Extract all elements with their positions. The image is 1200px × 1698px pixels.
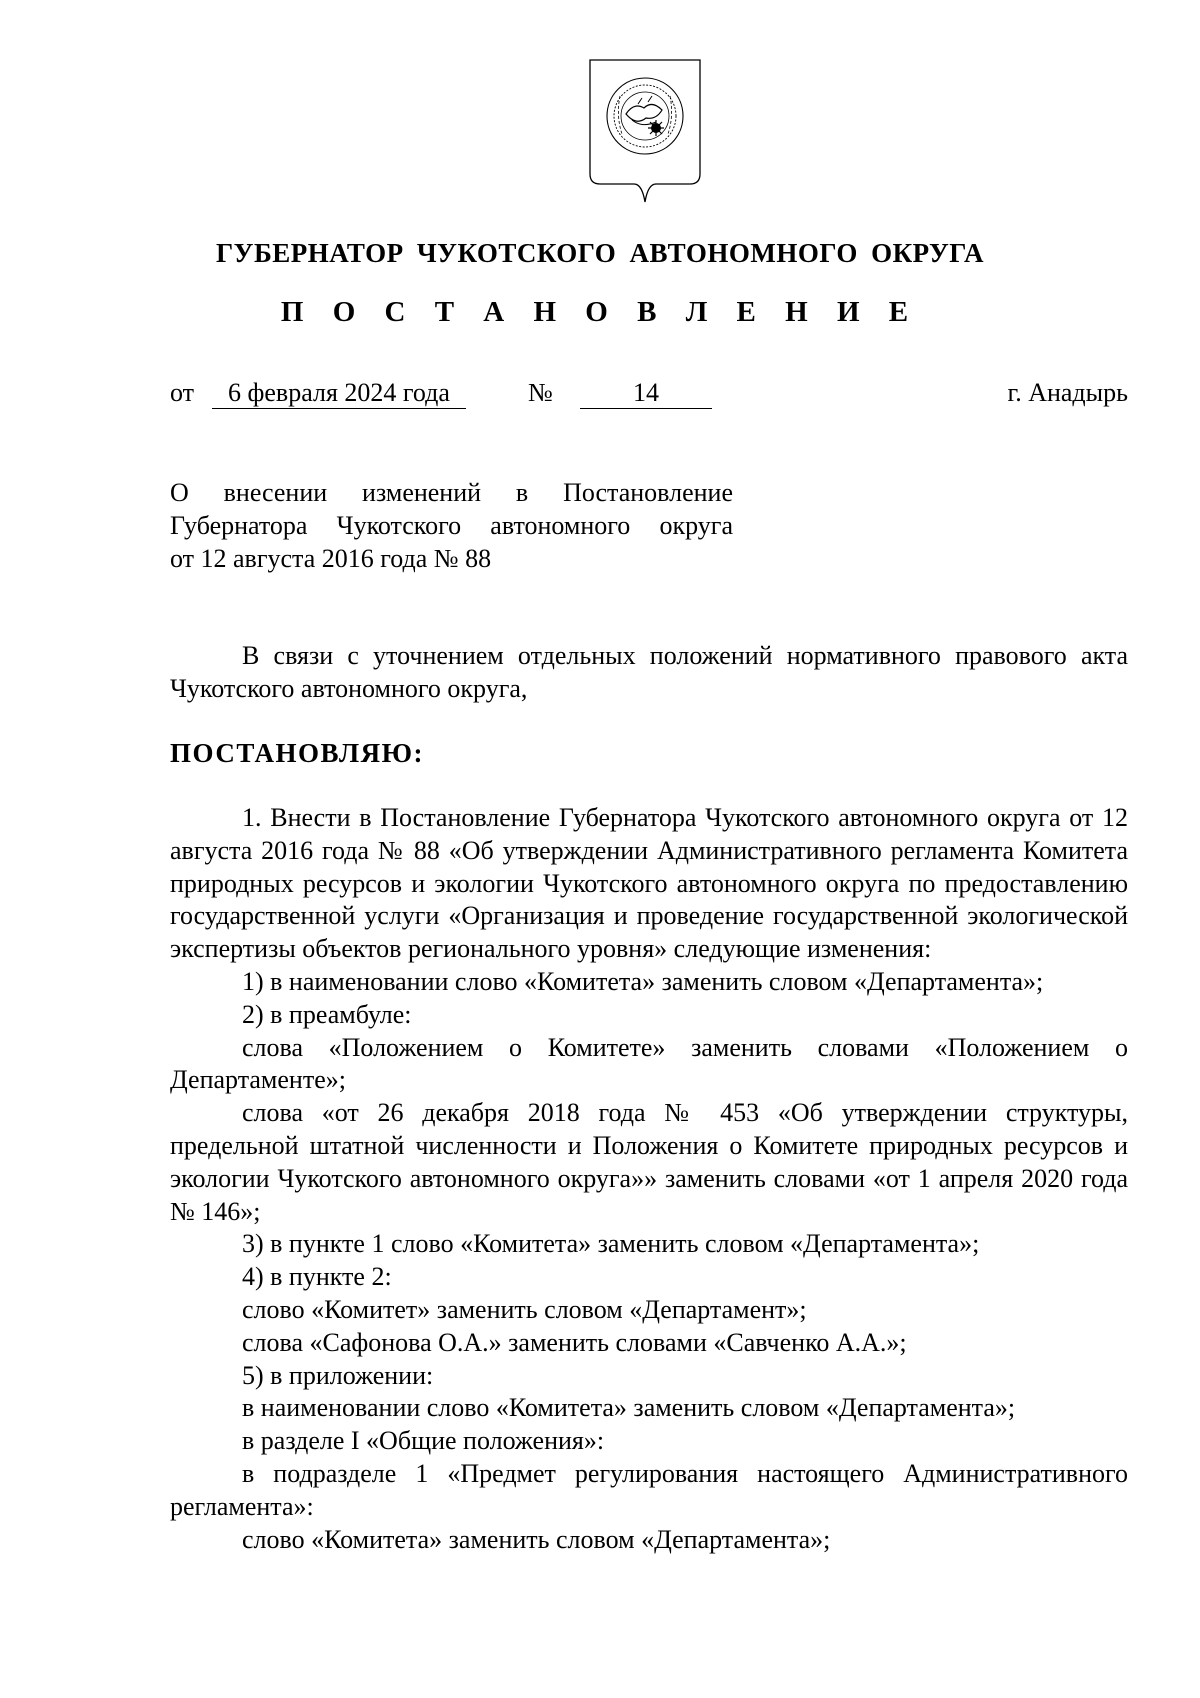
body-paragraph: в наименовании слово «Комитета» заменить словом «Департамента»; bbox=[242, 1393, 1016, 1423]
body-paragraph: слова «от 26 декабря 2018 года № 453 «Об утверждении структуры, предельной штатной численности и Положения о Комитете природных ресурсов и экологии Чукотского автономного округа»» заменить словами «от 1 апреля 2020 года № 146»; bbox=[170, 1098, 1128, 1226]
subject-line: Губернатора Чукотского автономного округа bbox=[170, 511, 733, 540]
number-sign: № bbox=[528, 378, 553, 407]
preamble bbox=[170, 640, 1128, 706]
date-prefix: от bbox=[170, 378, 195, 407]
subject-line: О внесении изменений в Постановление bbox=[170, 478, 733, 507]
body-paragraph: в разделе I «Общие положения»: bbox=[242, 1426, 605, 1456]
preamble-text: В связи с уточнением отдельных положений нормативного правового акта Чукотского автономного округа, bbox=[170, 641, 1128, 703]
body-paragraph: слово «Комитета» заменить словом «Департамента»; bbox=[242, 1524, 831, 1554]
body-paragraph: слово «Комитет» заменить словом «Департамент»; bbox=[242, 1294, 807, 1324]
document-place: г. Анадырь bbox=[1007, 378, 1128, 407]
issuer-title: ГУБЕРНАТОР ЧУКОТСКОГО АВТОНОМНОГО ОКРУГА bbox=[215, 238, 985, 268]
date-number-line bbox=[170, 378, 1128, 418]
body-paragraph: 5) в приложении: bbox=[242, 1360, 434, 1390]
decree-heading: ПОСТАНОВЛЯЮ: bbox=[170, 738, 424, 768]
coat-of-arms-icon bbox=[586, 56, 704, 206]
body-paragraph: слова «Сафонова О.А.» заменить словами «Савченко А.А.»; bbox=[242, 1327, 907, 1357]
body-paragraph: 1) в наименовании слово «Комитета» заменить словом «Департамента»; bbox=[242, 966, 1044, 996]
body-paragraph: слова «Положением о Комитете» заменить словами «Положением о Департаменте»; bbox=[170, 1032, 1128, 1095]
document-subject bbox=[170, 476, 733, 575]
subject-line: от 12 августа 2016 года № 88 bbox=[170, 544, 492, 573]
body-paragraph: 4) в пункте 2: bbox=[242, 1262, 392, 1292]
document-date: 6 февраля 2024 года bbox=[212, 378, 466, 409]
body-paragraph: 2) в преамбуле: bbox=[242, 999, 412, 1029]
decree-body bbox=[170, 802, 1128, 1556]
body-paragraph: 3) в пункте 1 слово «Комитета» заменить словом «Департамента»; bbox=[242, 1229, 980, 1259]
document-number: 14 bbox=[580, 378, 712, 409]
body-paragraph: в подразделе 1 «Предмет регулирования настоящего Административного регламента»: bbox=[170, 1458, 1128, 1521]
document-type: П О С Т А Н О В Л Е Н И Е bbox=[280, 296, 920, 328]
body-paragraph: 1. Внести в Постановление Губернатора Чукотского автономного округа от 12 августа 2016 года № 88 «Об утверждении Административного регламента Комитета природных ресурсов и экологии Чукотского автономного округа по предоставлению государственной услуги «Организация и проведение государственной экологической экспертизы объектов регионального уровня» следующие изменения: bbox=[170, 803, 1128, 964]
